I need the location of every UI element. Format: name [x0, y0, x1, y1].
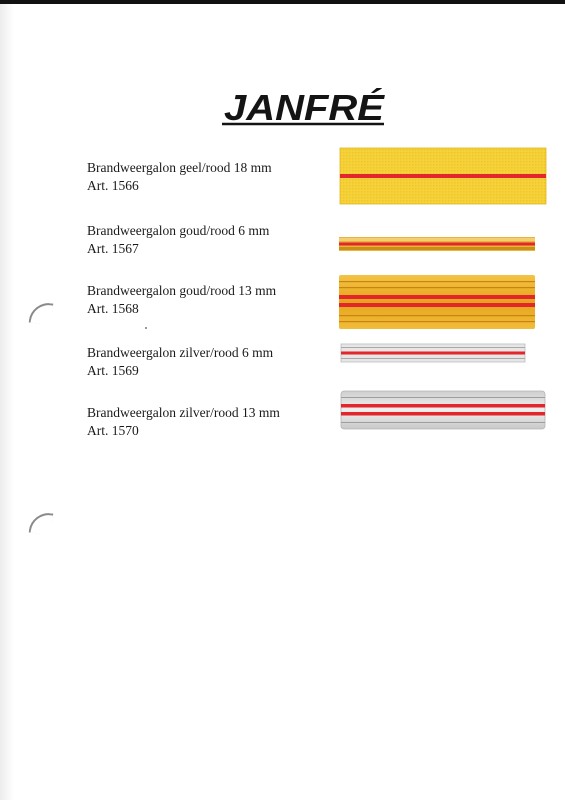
product-description: Brandweergalon zilver/rood 13 mm	[87, 405, 280, 420]
swatch-red-stripe	[341, 412, 545, 416]
scan-speck	[145, 327, 147, 329]
product-article-number: Art. 1566	[87, 178, 139, 193]
scan-edge	[0, 4, 14, 800]
product-description: Brandweergalon zilver/rood 6 mm	[87, 345, 274, 360]
product-entry-1569	[87, 344, 273, 380]
swatch-shadow	[339, 247, 535, 250]
punch-hole-mark	[29, 301, 54, 326]
brand-name: JANFRÉ	[224, 87, 386, 128]
swatch-highlight	[339, 238, 535, 241]
swatch-red-stripe	[341, 352, 525, 355]
product-article-number: Art. 1568	[87, 301, 139, 316]
product-article-number: Art. 1567	[87, 241, 139, 256]
swatch-red-stripe	[339, 303, 535, 307]
product-entry-1568	[87, 282, 276, 318]
swatch-yellow-red-18mm	[337, 146, 549, 206]
swatch-thread-line	[339, 281, 535, 282]
swatch-silver-red-13mm	[337, 388, 549, 432]
janfre-logo	[212, 80, 392, 130]
product-entry-1567	[87, 222, 269, 258]
punch-hole-mark	[29, 511, 54, 536]
swatch-base	[341, 391, 545, 429]
swatch-thread-line	[341, 347, 525, 348]
swatch-thread-line	[341, 397, 545, 398]
product-entry-1570	[87, 404, 280, 440]
swatch-red-stripe	[341, 404, 545, 408]
swatch-thread-line	[339, 315, 535, 316]
product-article-number: Art. 1570	[87, 423, 139, 438]
swatch-red-stripe	[340, 174, 546, 178]
swatch-gold-red-13mm	[337, 272, 537, 332]
product-description: Brandweergalon geel/rood 18 mm	[87, 160, 272, 175]
swatch-red-stripe	[339, 243, 535, 246]
top-border	[0, 0, 565, 4]
swatch-silver-red-6mm	[337, 341, 529, 365]
swatch-thread-line	[339, 287, 535, 288]
swatch-thread-line	[341, 422, 545, 423]
swatch-thread-line	[339, 321, 535, 322]
product-article-number: Art. 1569	[87, 363, 139, 378]
swatch-thread-line	[341, 358, 525, 359]
swatch-base	[339, 275, 535, 329]
swatch-gold-red-6mm	[337, 236, 537, 252]
product-description: Brandweergalon goud/rood 6 mm	[87, 223, 270, 238]
product-description: Brandweergalon goud/rood 13 mm	[87, 283, 277, 298]
swatch-red-stripe	[339, 295, 535, 299]
product-entry-1566	[87, 159, 272, 195]
